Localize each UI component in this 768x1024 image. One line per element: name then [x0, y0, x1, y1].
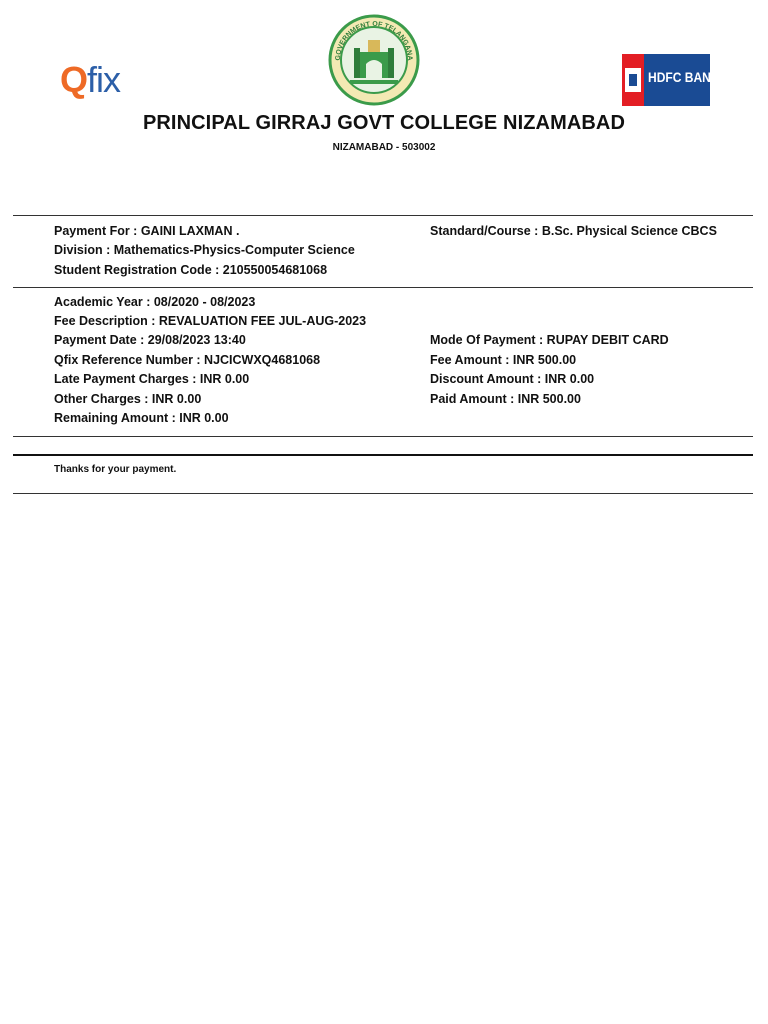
qfix-logo [60, 58, 142, 102]
standard-course: Standard/Course : B.Sc. Physical Science CBCS [430, 224, 717, 238]
payment-for: Payment For : GAINI LAXMAN . [54, 224, 240, 238]
emblem-text: GOVERNMENT OF TELANGANA [334, 20, 414, 61]
fee-description: Fee Description : REVALUATION FEE JUL-AUG-2023 [54, 314, 367, 328]
academic-year: Academic Year : 08/2020 - 08/2023 [54, 295, 256, 309]
footer-divider [13, 454, 753, 456]
paid-amount: Paid Amount : INR 500.00 [430, 392, 581, 406]
discount-amount: Discount Amount : INR 0.00 [430, 372, 595, 386]
hdfc-mark-icon [622, 54, 644, 106]
division: Division : Mathematics-Physics-Computer Science [54, 243, 355, 257]
hdfc-bank-name: HDFC BANK [648, 69, 720, 85]
qfix-logo-q: Q [60, 59, 88, 100]
other-charges: Other Charges : INR 0.00 [54, 392, 202, 406]
telangana-emblem [328, 14, 420, 106]
qfix-logo-text: fix [87, 59, 121, 100]
remaining-amount: Remaining Amount : INR 0.00 [54, 411, 229, 425]
college-name: PRINCIPAL GIRRAJ GOVT COLLEGE NIZAMABAD [142, 112, 626, 134]
mode-of-payment: Mode Of Payment : RUPAY DEBIT CARD [430, 333, 669, 347]
divider [13, 215, 753, 216]
qfix-reference-number: Qfix Reference Number : NJCICWXQ4681068 [54, 353, 321, 367]
hdfc-bank-logo [622, 54, 720, 106]
college-address: NIZAMABAD - 503002 [332, 142, 436, 153]
payment-date: Payment Date : 29/08/2023 13:40 [54, 333, 246, 347]
divider [13, 287, 753, 288]
divider [13, 436, 753, 437]
divider [13, 493, 753, 494]
late-payment-charges: Late Payment Charges : INR 0.00 [54, 372, 250, 386]
fee-amount: Fee Amount : INR 500.00 [430, 353, 577, 367]
student-registration-code: Student Registration Code : 210550054681068 [54, 263, 328, 277]
thanks-message: Thanks for your payment. [54, 464, 177, 475]
